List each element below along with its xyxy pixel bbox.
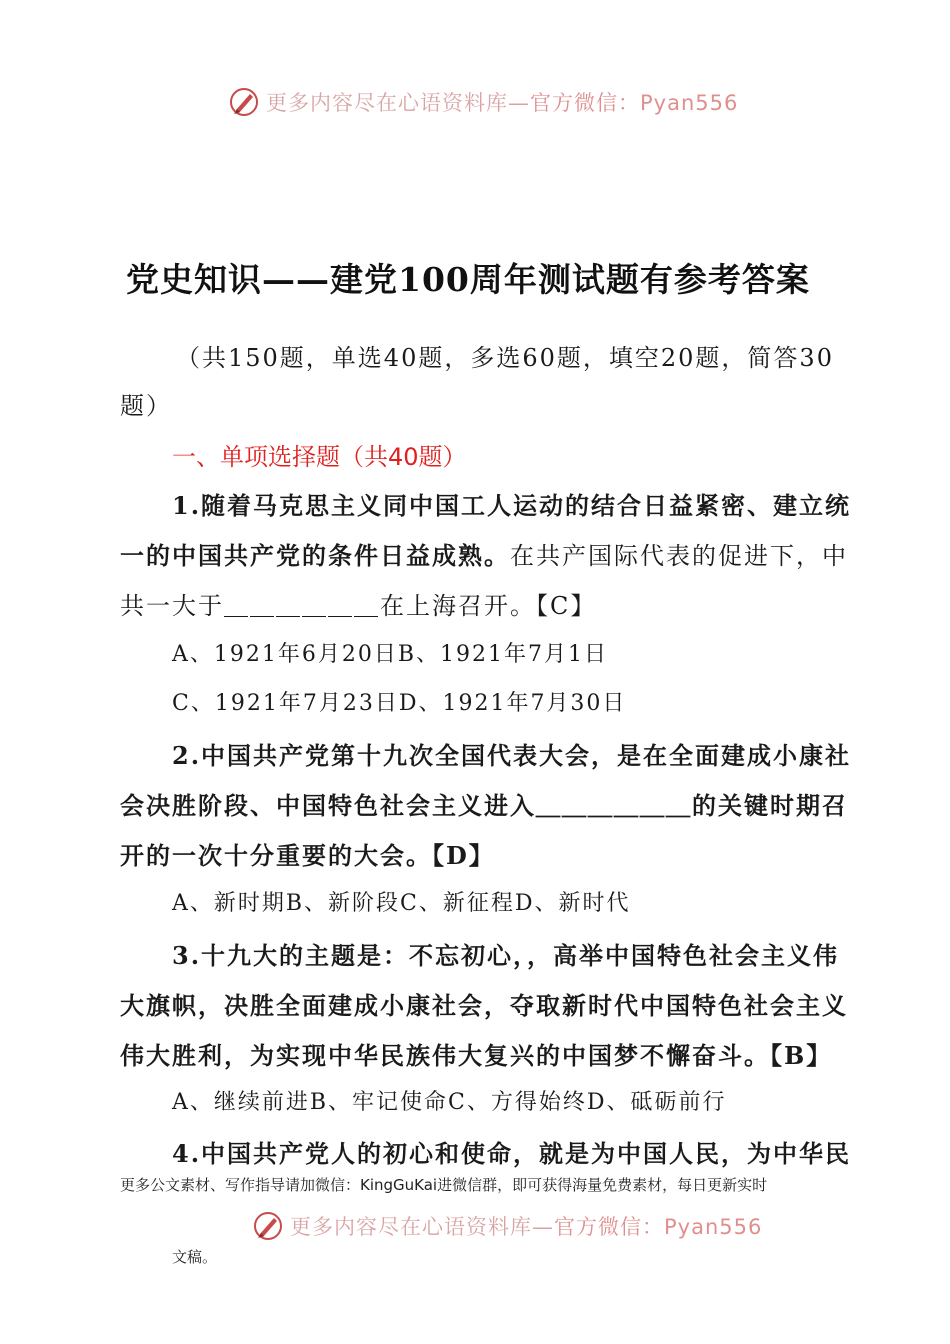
pen-logo-icon	[252, 1210, 284, 1242]
q1-line-2: 一的中国共产党的条件日益成熟。在共产国际代表的促进下，中	[120, 541, 848, 570]
q3-line-2: 大旗帜，决胜全面建成小康社会，夺取新时代中国特色社会主义	[120, 991, 848, 1020]
q3-line-1: 3.十九大的主题是：不忘初心，，高举中国特色社会主义伟	[172, 941, 840, 970]
watermark-bottom	[252, 1210, 762, 1242]
document-title: 党史知识——建党100周年测试题有参考答案	[126, 260, 810, 299]
q1-options-cd: C、1921年7月23日D、1921年7月30日	[172, 691, 627, 716]
intro-line-1: （共150题，单选40题，多选60题，填空20题，简答30	[176, 344, 834, 372]
q1-line-1: 1.随着马克思主义同中国工人运动的结合日益紧密、建立统	[172, 491, 852, 520]
pen-logo-icon	[228, 86, 260, 118]
intro-line-2: 题）	[120, 392, 172, 420]
watermark-text: 更多内容尽在心语资料库—官方微信：Pyan556	[290, 1215, 763, 1239]
q4-line-1: 4.中国共产党人的初心和使命，就是为中国人民，为中华民	[172, 1139, 852, 1168]
section-heading: 一、单项选择题（共40题）	[172, 443, 467, 471]
q2-options: A、新时期B、新阶段C、新征程D、新时代	[172, 891, 631, 916]
q2-line-3: 开的一次十分重要的大会。【D】	[120, 841, 495, 870]
watermark-text: 更多内容尽在心语资料库—官方微信：Pyan556	[266, 91, 739, 115]
q3-line-3: 伟大胜利，为实现中华民族伟大复兴的中国梦不懈奋斗。【B】	[120, 1041, 833, 1070]
footer-line-2: 文稿。	[172, 1248, 218, 1266]
watermark-top	[228, 86, 738, 118]
q1-line-3: 共一大于＿＿＿＿＿＿在上海召开。【C】	[120, 592, 597, 620]
q2-line-1: 2.中国共产党第十九次全国代表大会，是在全面建成小康社	[172, 741, 852, 770]
q1-options-ab: A、1921年6月20日B、1921年7月1日	[172, 642, 609, 667]
q3-options: A、继续前进B、牢记使命C、方得始终D、砥砺前行	[172, 1090, 727, 1115]
q2-line-2: 会决胜阶段、中国特色社会主义进入＿＿＿＿＿＿的关键时期召	[120, 791, 848, 820]
footer-line-1: 更多公文素材、写作指导请加微信：KingGuKai进微信群，即可获得海量免费素材，每日更新实时	[120, 1176, 768, 1194]
